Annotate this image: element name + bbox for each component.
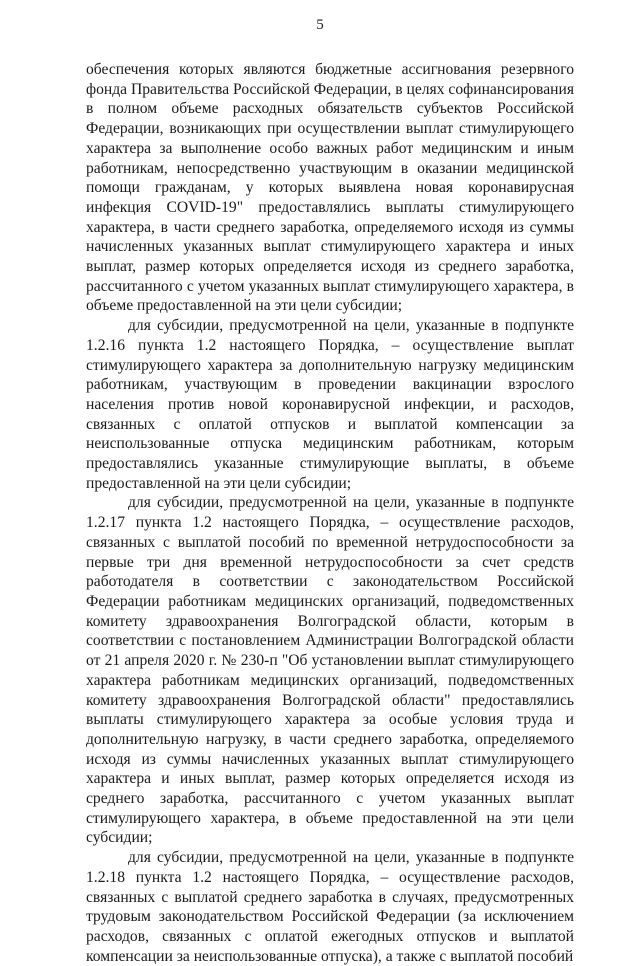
paragraph-1: обеспечения которых являются бюджетные ассигнования резервного фонда Правительства Российской Федерации, в целях софинансирования в полном объеме расходных обязательств субъектов Российской Федерации, возникающих при осуществлении выплат стимулирующего характера за выполнение особо важных работ медицинским и иным работникам, непосредственно участвующим в оказании медицинской помощи гражданам, у которых выявлена новая коронавирусная инфекция COVID-19" предоставлялись выплаты стимулирующего характера, в части среднего заработка, определяемого исходя из суммы начисленных указанных выплат стимулирующего характера и иных выплат, размер которых определяется исходя из среднего заработка, рассчитанного с учетом указанных выплат стимулирующего характера, в объеме предоставленной на эти цели субсидии;: [86, 61, 574, 315]
document-body: [86, 60, 574, 966]
paragraph-2: для субсидии, предусмотренной на цели, указанные в подпункте 1.2.16 пункта 1.2 настоящего Порядка, – осуществление выплат стимулирующего характера за дополнительную нагрузку медицинским работникам, участвующим в проведении вакцинации взрослого населения против новой коронавирусной инфекции, и расходов, связанных с оплатой отпусков и выплатой компенсации за неиспользованные отпуска медицинским работникам, которым предоставлялись указанные стимулирующие выплаты, в объеме предоставленной на эти цели субсидии;: [86, 317, 574, 492]
paragraph-4: для субсидии, предусмотренной на цели, указанные в подпункте 1.2.18 пункта 1.2 настоящего Порядка, – осуществление расходов, связанных с выплатой среднего заработка в случаях, предусмотренных трудовым законодательством Российской Федерации (за исключением расходов, связанных с оплатой ежегодных отпусков и выплатой компенсации за неиспользованные отпуска), а также с выплатой пособий: [86, 849, 574, 965]
page-number: 5: [316, 17, 324, 33]
paragraph-3: для субсидии, предусмотренной на цели, указанные в подпункте 1.2.17 пункта 1.2 настоящего Порядка, – осуществление расходов, связанных с выплатой пособий по временной нетрудоспособности за первые три дня временной нетрудоспособности за счет средств работодателя в соответствии с законодательством Российской Федерации работникам медицинских организаций, подведомственных комитету здравоохранения Волгоградской области, которым в соответствии с постановлением Администрации Волгоградской области от 21 апреля 2020 г. № 230-п "Об установлении выплат стимулирующего характера работникам медицинских организаций, подведомственных комитету здравоохранения Волгоградской области" предоставлялись выплаты стимулирующего характера за особые условия труда и дополнительную нагрузку, в части среднего заработка, определяемого исходя из суммы начисленных указанных выплат стимулирующего характера и иных выплат, размер которых определяется исходя из среднего заработка, рассчитанного с учетом указанных выплат стимулирующего характера, в объеме предоставленной на эти цели субсидии;: [86, 494, 574, 847]
